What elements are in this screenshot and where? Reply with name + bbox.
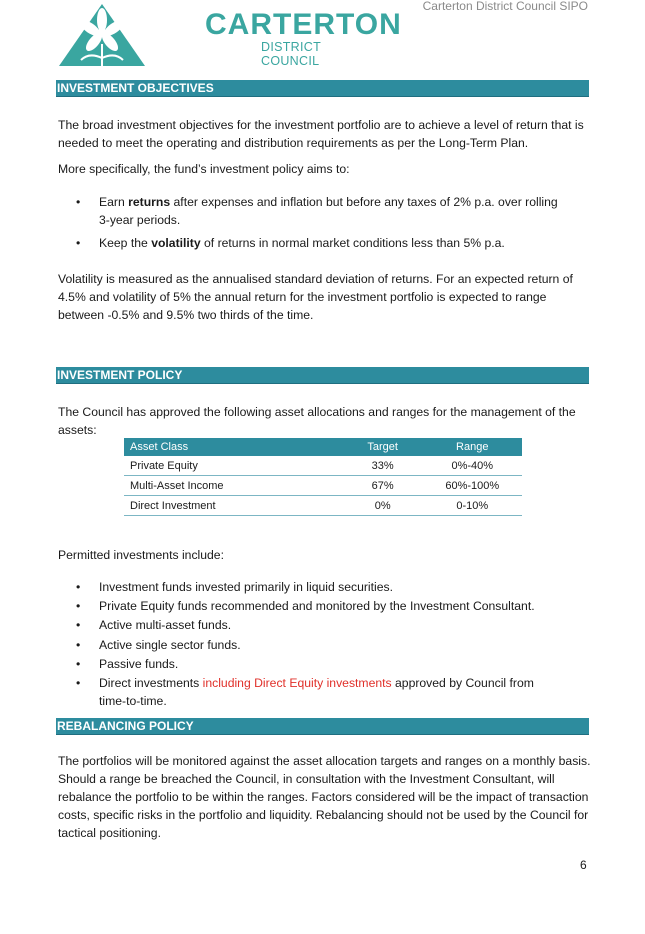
logo-emblem-icon (57, 0, 147, 70)
permitted-intro: Permitted investments include: (58, 548, 224, 562)
table-cell: 0% (343, 496, 423, 516)
table-header-row (124, 438, 522, 456)
bullet-marker: • (76, 657, 81, 671)
objectives-paragraph-3: Volatility is measured as the annualised standard deviation of returns. For an expected return of 4.5% and volatility of 5% the annual return for the investment portfolio is expected to range between -0.5% and 9.5% two thirds of the time. (58, 272, 573, 322)
column-header: Asset Class (124, 438, 343, 456)
list-item-text: Investment funds invested primarily in liquid securities. (99, 580, 393, 594)
asset-allocation-table (124, 438, 522, 516)
bullet-marker: • (76, 236, 81, 250)
list-item-text: Active multi-asset funds. (99, 618, 232, 632)
bullet-marker: • (76, 599, 81, 613)
column-header: Target (343, 438, 423, 456)
section-heading-policy: INVESTMENT POLICY (56, 367, 589, 384)
table-cell: 0-10% (422, 496, 522, 516)
section-heading-rebalancing: REBALANCING POLICY (56, 718, 589, 735)
table-cell: Direct Investment (124, 496, 343, 516)
table-cell: 60%-100% (422, 476, 522, 496)
list-item-text: Active single sector funds. (99, 638, 241, 652)
council-logo (57, 0, 402, 70)
objectives-paragraph-1: The broad investment objectives for the investment portfolio are to achieve a level of return that is needed to meet the operating and distribution requirements as per the Long-Term Plan. (58, 118, 584, 150)
logo-title: CARTERTON (205, 8, 402, 41)
list-item-text: Earn returns after expenses and inflation but before any taxes of 2% p.a. over rolling 3-year periods. (99, 195, 558, 227)
table-cell: 33% (343, 456, 423, 476)
table-row (124, 476, 522, 496)
highlighted-text: including Direct Equity investments (202, 676, 392, 690)
document-label: Carterton District Council SIPO (422, 0, 588, 13)
table-cell: Multi-Asset Income (124, 476, 343, 496)
bullet-marker: • (76, 195, 81, 209)
list-item-text: Keep the volatility of returns in normal market conditions less than 5% p.a. (99, 236, 505, 250)
bullet-marker: • (76, 676, 81, 690)
bullet-marker: • (76, 638, 81, 652)
bullet-marker: • (76, 618, 81, 632)
rebalancing-paragraph: The portfolios will be monitored against the asset allocation targets and ranges on a monthly basis. Should a range be breached the Council, in consultation with the Investment Consultant, will rebalance the portfolio to be within the ranges. Factors considered will be the impact of transaction costs, specific risks in the portfolio and liquidity. Rebalancing should not be used by the Council for tactical positioning. (58, 754, 591, 840)
table-row (124, 456, 522, 476)
table-cell: 0%-40% (422, 456, 522, 476)
list-item-text: Private Equity funds recommended and monitored by the Investment Consultant. (99, 599, 535, 613)
objectives-paragraph-2: More specifically, the fund’s investment policy aims to: (58, 162, 350, 176)
page-number: 6 (580, 858, 587, 872)
section-heading-objectives: INVESTMENT OBJECTIVES (56, 80, 589, 97)
column-header: Range (422, 438, 522, 456)
policy-intro: The Council has approved the following asset allocations and ranges for the management of the assets: (58, 405, 576, 437)
bullet-marker: • (76, 580, 81, 594)
table-cell: Private Equity (124, 456, 343, 476)
table-cell: 67% (343, 476, 423, 496)
table-row (124, 496, 522, 516)
list-item-text: Direct investments including Direct Equity investments approved by Council from time-to-time. (99, 676, 534, 708)
logo-subtitle: DISTRICT COUNCIL (261, 40, 321, 68)
list-item-text: Passive funds. (99, 657, 179, 671)
